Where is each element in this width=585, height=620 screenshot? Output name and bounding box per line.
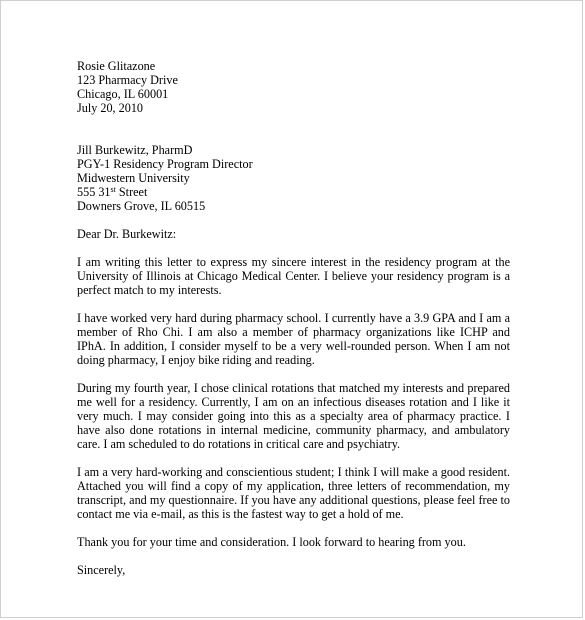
body-paragraph-3: During my fourth year, I chose clinical rotations that matched my interests and prepared me well for a residency. Currently, I am on an infectious diseases rotation and I like it very much. I may consider going into this as a specialty area of pharmacy practice. I have also done rotations in internal medicine, community pharmacy, and ambulatory care. I am scheduled to do rotations in critical care and psychiatry. xyxy=(77,381,510,451)
recipient-name: Jill Burkewitz, PharmD xyxy=(77,143,193,157)
recipient-title: PGY-1 Residency Program Director xyxy=(77,157,253,171)
body-paragraph-4: I am a very hard-working and conscientious student; I think I will make a good resident. Attached you will find a copy of my application, three letters of recommendation, my transcript, and my questionnaire. If you have any additional questions, please feel free to contact me via e-mail, as this is the fastest way to get a hold of me. xyxy=(77,465,510,521)
recipient-street-name: Street xyxy=(115,185,148,199)
sender-city-state-zip: Chicago, IL 60001 xyxy=(77,87,169,101)
spacer xyxy=(77,241,510,255)
cover-letter xyxy=(77,59,510,577)
sender-street: 123 Pharmacy Drive xyxy=(77,73,178,87)
salutation: Dear Dr. Burkewitz: xyxy=(77,227,177,241)
sender-name: Rosie Glitazone xyxy=(77,59,156,73)
body-paragraph-2: I have worked very hard during pharmacy school. I currently have a 3.9 GPA and I am a member of Rho Chi. I am also a member of pharmacy organizations like ICHP and IPhA. In addition, I consider myself to be a very well-rounded person. When I am not doing pharmacy, I enjoy bike riding and reading. xyxy=(77,311,510,367)
spacer xyxy=(77,297,510,311)
recipient-city-state-zip: Downers Grove, IL 60515 xyxy=(77,199,206,213)
body-paragraph-5: Thank you for your time and consideration. I look forward to hearing from you. xyxy=(77,535,466,549)
spacer xyxy=(77,367,510,381)
body-paragraph-1: I am writing this letter to express my sincere interest in the residency program at the University of Illinois at Chicago Medical Center. I believe your residency program is a perfect match to my interests. xyxy=(77,255,510,297)
spacer xyxy=(77,549,510,563)
spacer xyxy=(77,213,510,227)
recipient-street-number: 555 31 xyxy=(77,185,111,199)
sender-address xyxy=(77,59,510,115)
spacer xyxy=(77,521,510,535)
spacer xyxy=(77,451,510,465)
recipient-address xyxy=(77,143,510,213)
spacer xyxy=(77,129,510,143)
ordinal-suffix: st xyxy=(110,185,116,194)
closing: Sincerely, xyxy=(77,563,126,577)
spacer xyxy=(77,115,510,129)
recipient-street xyxy=(77,185,510,199)
recipient-organization: Midwestern University xyxy=(77,171,190,185)
letter-date: July 20, 2010 xyxy=(77,101,144,115)
